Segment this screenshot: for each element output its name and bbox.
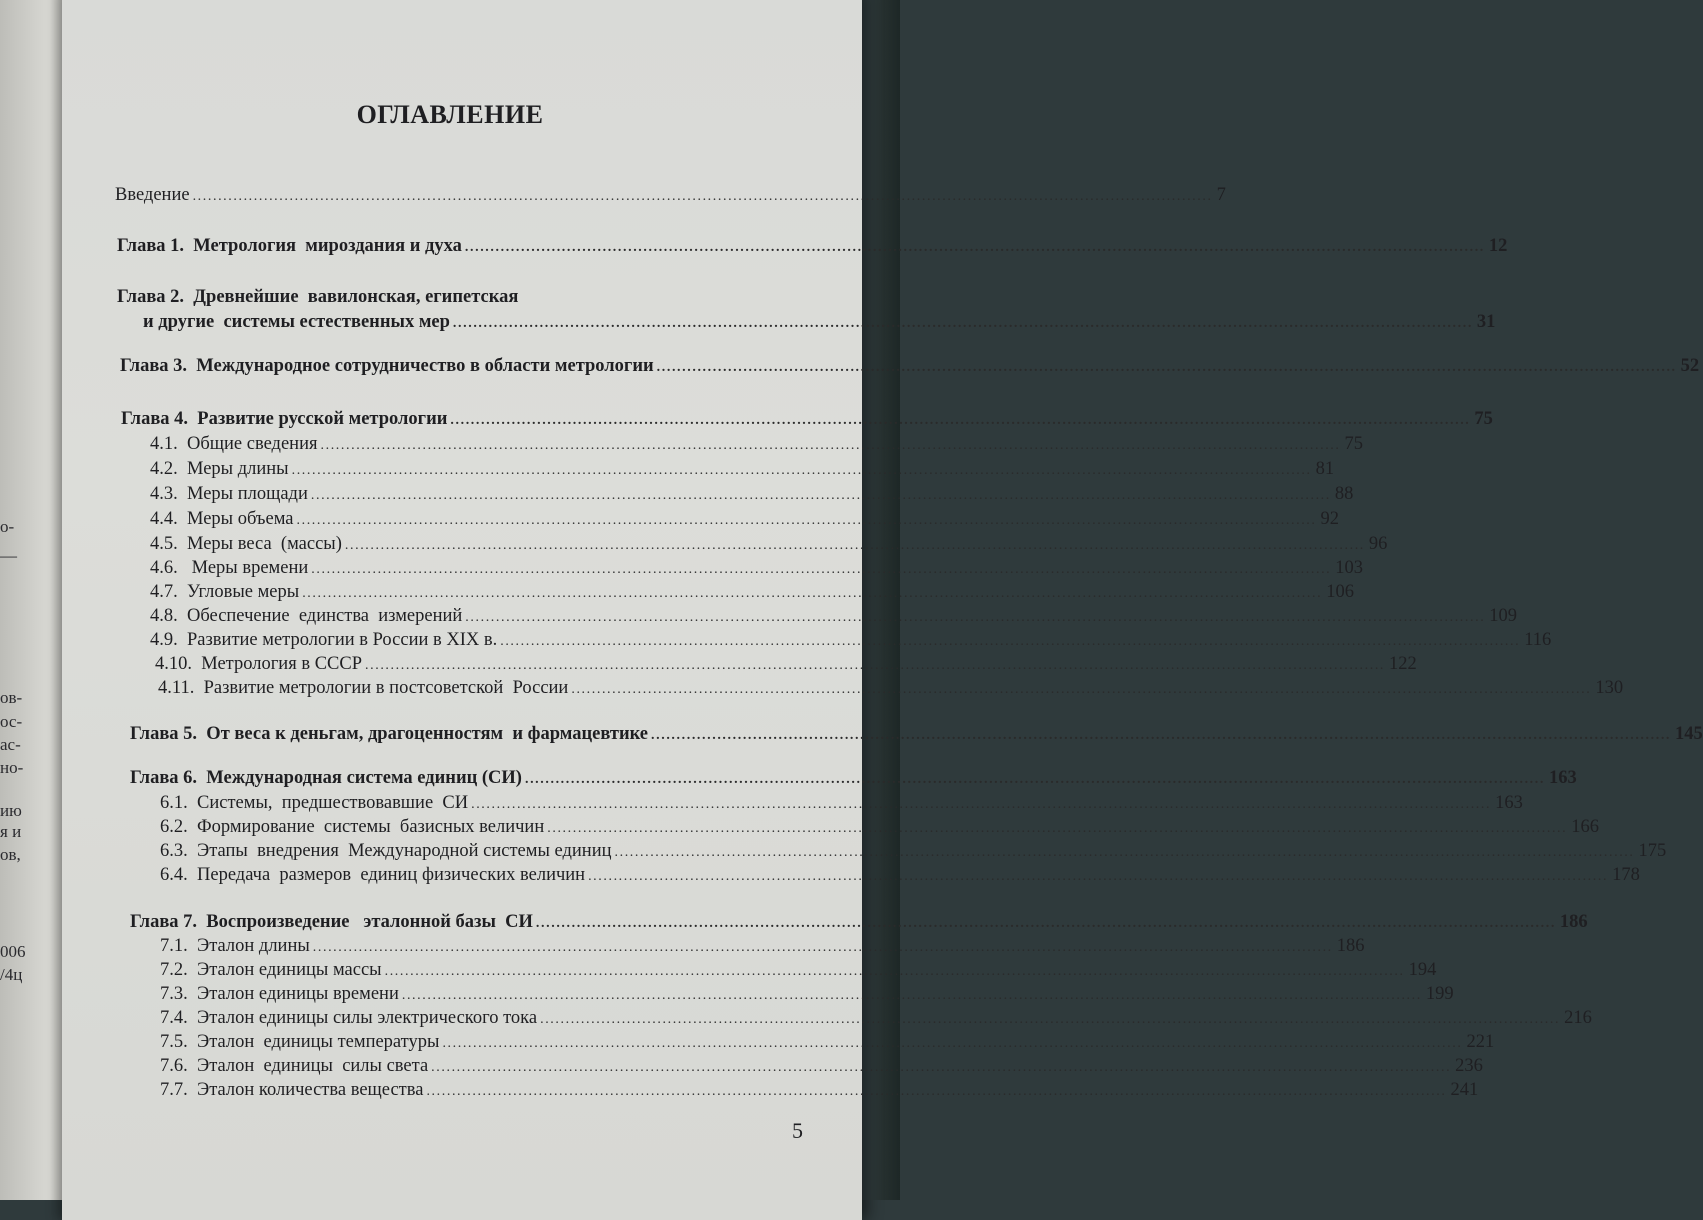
toc-leader-dots: ........................................................................................................................................................................................................ xyxy=(524,772,1545,787)
toc-page-number: 12 xyxy=(1488,235,1508,256)
toc-entry xyxy=(160,786,1523,813)
toc-entry xyxy=(160,977,1454,1004)
toc-page-number: 88 xyxy=(1334,483,1354,504)
toc-entry-title: Глава 7. Воспроизведение эталонной базы СИ xyxy=(130,911,533,932)
toc-leader-dots: ........................................................................................................................................................................................................ xyxy=(312,940,1333,955)
toc-page-number: 81 xyxy=(1315,458,1335,479)
toc-leader-dots: ........................................................................................................................................................................................................ xyxy=(401,988,1422,1003)
toc-leader-dots: ........................................................................................................................................................................................................ xyxy=(426,1084,1447,1099)
toc-entry-title: 4.7. Угловые меры xyxy=(150,581,300,602)
margin-fragment: я и xyxy=(0,822,22,841)
toc-page-number: 31 xyxy=(1476,311,1496,332)
toc-entry xyxy=(150,502,1339,529)
toc-entry-title: 4.9. Развитие метрологии в России в XIX в. xyxy=(150,629,498,650)
toc-page-number: 109 xyxy=(1489,605,1518,626)
toc-leader-dots: ........................................................................................................................................................................................................ xyxy=(500,634,1521,649)
toc-entry-title: 7.3. Эталон единицы времени xyxy=(160,983,399,1004)
toc-entry-title: 7.2. Эталон единицы массы xyxy=(160,959,382,980)
margin-fragment: /4ц xyxy=(0,965,23,984)
toc-entry xyxy=(160,953,1437,980)
toc-leader-dots: ........................................................................................................................................................................................................ xyxy=(571,682,1592,697)
toc-leader-dots: ........................................................................................................................................................................................................ xyxy=(296,513,1317,528)
toc-page-number: 175 xyxy=(1638,840,1667,861)
toc-leader-dots: ........................................................................................................................................................................................................ xyxy=(656,360,1677,375)
toc-leader-dots: ........................................................................................................................................................................................................ xyxy=(547,821,1568,836)
toc-entry xyxy=(130,717,1703,744)
toc-entry xyxy=(121,402,1493,429)
toc-page-number: 221 xyxy=(1466,1031,1495,1052)
toc-entry xyxy=(120,349,1700,376)
toc-page-number: 92 xyxy=(1320,508,1339,529)
toc-page-number: 106 xyxy=(1326,581,1354,602)
toc-entry-title: 6.1. Системы, предшествовавшие СИ xyxy=(160,792,469,813)
toc-leader-dots: ........................................................................................................................................................................................................ xyxy=(464,240,1485,255)
toc-entry-title: Глава 2. Древнейшие вавилонская, египетская xyxy=(117,286,519,307)
toc-entry-title: 4.8. Обеспечение единства измерений xyxy=(150,605,463,626)
toc-entry-title: 7.4. Эталон единицы силы электрического тока xyxy=(160,1007,538,1028)
toc-entry-title: 4.2. Меры длины xyxy=(150,458,289,479)
toc-entry xyxy=(150,551,1364,578)
toc-entry-title: 4.1. Общие сведения xyxy=(150,433,318,454)
toc-entry-title: Глава 4. Развитие русской метрологии xyxy=(121,408,448,429)
toc-entry xyxy=(155,647,1417,674)
toc-entry xyxy=(130,905,1588,932)
toc-entry xyxy=(150,623,1552,650)
toc-entry-title: 4.4. Меры объема xyxy=(150,508,294,529)
toc-page-number: 163 xyxy=(1548,767,1577,788)
toc-leader-dots: ........................................................................................................................................................................................................ xyxy=(320,438,1341,453)
toc-leader-dots: ........................................................................................................................................................................................................ xyxy=(311,562,1332,577)
toc-leader-dots: ........................................................................................................................................................................................................ xyxy=(192,189,1213,204)
toc-leader-dots: ........................................................................................................................................................................................................ xyxy=(450,413,1471,428)
toc-page-number: 122 xyxy=(1389,653,1417,674)
toc-entry-title: 7.7. Эталон количества вещества xyxy=(160,1079,424,1100)
toc-page-number: 163 xyxy=(1495,792,1523,813)
toc-leader-dots: ........................................................................................................................................................................................................ xyxy=(384,964,1405,979)
toc-entry xyxy=(158,671,1624,698)
margin-fragment: — xyxy=(0,546,17,565)
toc-page-number: 241 xyxy=(1450,1079,1479,1100)
toc-leader-dots: ........................................................................................................................................................................................................ xyxy=(365,658,1386,673)
margin-fragment: о- xyxy=(0,517,15,536)
toc-entry-title: 6.3. Этапы внедрения Международной системы единиц xyxy=(160,840,612,861)
toc-page-number: 186 xyxy=(1559,911,1588,932)
toc-page-number: 96 xyxy=(1368,533,1388,554)
toc-entry xyxy=(160,929,1365,956)
page-number: 5 xyxy=(792,1118,803,1143)
toc-page-number: 199 xyxy=(1425,983,1454,1004)
toc-page-number: 186 xyxy=(1336,935,1365,956)
toc-entry-title: 7.5. Эталон единицы температуры xyxy=(160,1031,440,1052)
toc-entry xyxy=(160,1049,1483,1076)
toc-entry xyxy=(160,1025,1495,1052)
toc-entry-title: 4.3. Меры площади xyxy=(150,483,308,504)
toc-entry-title: Глава 3. Международное сотрудничество в области метрологии xyxy=(120,355,654,376)
toc-leader-dots: ........................................................................................................................................................................................................ xyxy=(302,586,1323,601)
toc-leader-dots: ........................................................................................................................................................................................................ xyxy=(471,797,1492,812)
toc-entry xyxy=(130,761,1577,788)
toc-page-number: 52 xyxy=(1680,355,1700,376)
toc-page-number: 116 xyxy=(1524,629,1552,650)
toc-page-number: 178 xyxy=(1612,864,1640,885)
toc-entry xyxy=(160,810,1599,837)
toc-entry xyxy=(160,858,1640,885)
toc-entry-title: 4.5. Меры веса (массы) xyxy=(150,533,342,554)
toc-entry xyxy=(150,599,1518,626)
toc-leader-dots: ........................................................................................................................................................................................................ xyxy=(442,1036,1463,1051)
margin-fragment: ос- xyxy=(0,712,23,731)
margin-fragment: ию xyxy=(0,801,22,820)
toc-entry xyxy=(150,477,1354,504)
toc-entry-title: 4.11. Развитие метрологии в постсоветской России xyxy=(158,677,569,698)
toc-page-number: 236 xyxy=(1455,1055,1483,1076)
toc-page-number: 166 xyxy=(1571,816,1599,837)
toc-page-number: 145 xyxy=(1675,723,1703,744)
toc-leader-dots: ........................................................................................................................................................................................................ xyxy=(291,463,1312,478)
toc-entry xyxy=(115,178,1226,205)
toc-leader-dots: ........................................................................................................................................................................................................ xyxy=(614,845,1635,860)
toc-leader-dots: ........................................................................................................................................................................................................ xyxy=(535,916,1556,931)
toc-entry-title: Глава 5. От веса к деньгам, драгоценностям и фармацевтике xyxy=(130,723,649,744)
toc-page-number: 103 xyxy=(1335,557,1364,578)
toc-entry-title: 4.6. Меры времени xyxy=(150,557,309,578)
toc-entry-title: 4.10. Метрология в СССР xyxy=(155,653,363,674)
toc-page-number: 194 xyxy=(1408,959,1437,980)
toc-entry xyxy=(160,1073,1479,1100)
toc-entry xyxy=(150,427,1363,454)
adjacent-page-left xyxy=(0,0,70,1200)
toc-entry xyxy=(150,452,1335,479)
toc-entry-title: Глава 1. Метрология мироздания и духа xyxy=(117,235,462,256)
toc-page-number: 7 xyxy=(1216,184,1226,205)
margin-fragment: ов, xyxy=(0,845,21,864)
toc-entry-title: 7.6. Эталон единицы силы света xyxy=(160,1055,429,1076)
toc-entry xyxy=(150,575,1354,602)
toc-entry-title: и другие системы естественных мер xyxy=(143,311,450,332)
toc-leader-dots: ........................................................................................................................................................................................................ xyxy=(588,869,1609,884)
toc-entry-title: 6.2. Формирование системы базисных величин xyxy=(160,816,545,837)
toc-entry xyxy=(160,834,1667,861)
toc-entry xyxy=(117,229,1508,256)
toc-page-number: 75 xyxy=(1474,408,1493,429)
toc-leader-dots: ........................................................................................................................................................................................................ xyxy=(452,316,1473,331)
toc-entry-title: Введение xyxy=(115,184,190,205)
toc-entry xyxy=(117,280,787,306)
toc-leader-dots: ........................................................................................................................................................................................................ xyxy=(540,1012,1561,1027)
toc-leader-dots: ........................................................................................................................................................................................................ xyxy=(465,610,1486,625)
margin-fragment: 006 xyxy=(0,942,26,961)
toc-leader-dots: ........................................................................................................................................................................................................ xyxy=(344,538,1365,553)
toc-entry xyxy=(150,527,1388,554)
toc-entry xyxy=(143,305,1496,332)
margin-fragment: но- xyxy=(0,758,24,777)
toc-entry-title: Глава 6. Международная система единиц (СИ) xyxy=(130,767,522,788)
toc-entry-title: 6.4. Передача размеров единиц физических величин xyxy=(160,864,586,885)
toc-leader-dots: ........................................................................................................................................................................................................ xyxy=(310,488,1331,503)
toc-page-number: 130 xyxy=(1595,677,1624,698)
toc-page-number: 75 xyxy=(1344,433,1363,454)
toc-entry xyxy=(160,1001,1592,1028)
margin-fragment: ов- xyxy=(0,688,23,707)
margin-fragment: ас- xyxy=(0,735,21,754)
toc-leader-dots: ........................................................................................................................................................................................................ xyxy=(651,728,1672,743)
toc-entry-title: 7.1. Эталон длины xyxy=(160,935,310,956)
page-title: ОГЛАВЛЕНИЕ xyxy=(356,100,544,129)
toc-leader-dots: ........................................................................................................................................................................................................ xyxy=(431,1060,1452,1075)
toc-page-number: 216 xyxy=(1564,1007,1592,1028)
